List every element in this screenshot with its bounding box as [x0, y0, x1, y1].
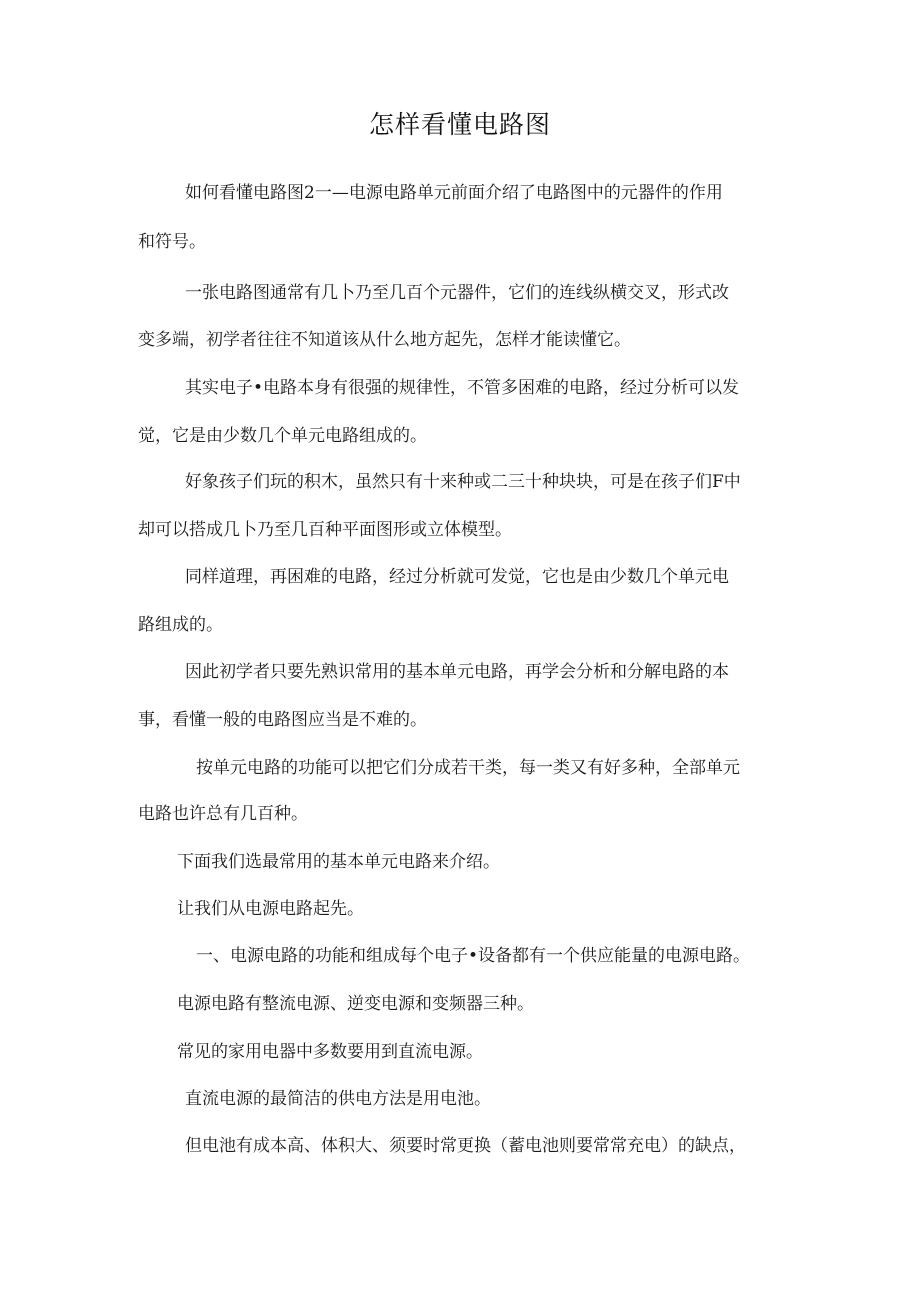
- text-line: 直流电源的最简洁的供电方法是用电池。: [185, 1089, 491, 1109]
- text-line: 按单元电路的功能可以把它们分成若干类，每一类又有好多种，全部单元: [196, 758, 740, 778]
- text-line: 一张电路图通常有几卜乃至几百个元器件，它们的连线纵横交叉，形式改: [185, 283, 729, 303]
- text-line: 事，看懂一般的电路图应当是不难的。: [138, 710, 427, 730]
- text-line: 因此初学者只要先熟识常用的基本单元电路，再学会分析和分解电路的本: [185, 662, 729, 682]
- text-line: 下面我们选最常用的基本单元电路来介绍。: [177, 852, 500, 872]
- text-line: 同样道理，再困难的电路，经过分析就可发觉，它也是由少数几个单元电: [185, 567, 729, 587]
- text-line: 一、电源电路的功能和组成每个电子•设备都有一个供应能量的电源电路。: [196, 946, 751, 966]
- text-line: 让我们从电源电路起先。: [177, 899, 364, 919]
- text-line: 其实电子•电路本身有很强的规律性，不管多困难的电路，经过分析可以发: [185, 378, 740, 398]
- text-line: 电源电路有整流电源、逆变电源和变频器三种。: [177, 994, 534, 1014]
- text-line: 和符号。: [138, 232, 206, 252]
- text-line: 电路也许总有几百种。: [138, 804, 308, 824]
- text-line: 但电池有成本高、体积大、须要时常更换（蓄电池则要常常充电）的缺点，: [185, 1136, 746, 1156]
- text-line: 路组成的。: [138, 615, 223, 635]
- text-line: 觉，它是由少数几个单元电路组成的。: [138, 426, 427, 446]
- document-title: 怎样看懂电路图: [368, 110, 551, 139]
- text-line: 变多端，初学者往往不知道该从什么地方起先，怎样才能读懂它。: [138, 330, 631, 350]
- text-line: 如何看懂电路图2一—电源电路单元前面介绍了电路图中的元器件的作用: [185, 183, 723, 203]
- text-line: 好象孩子们玩的积木，虽然只有十来种或二三十种块块，可是在孩子们F中: [185, 472, 741, 492]
- text-line: 却可以搭成几卜乃至几百种平面图形或立体模型。: [138, 520, 512, 540]
- text-line: 常见的家用电器中多数要用到直流电源。: [177, 1042, 483, 1062]
